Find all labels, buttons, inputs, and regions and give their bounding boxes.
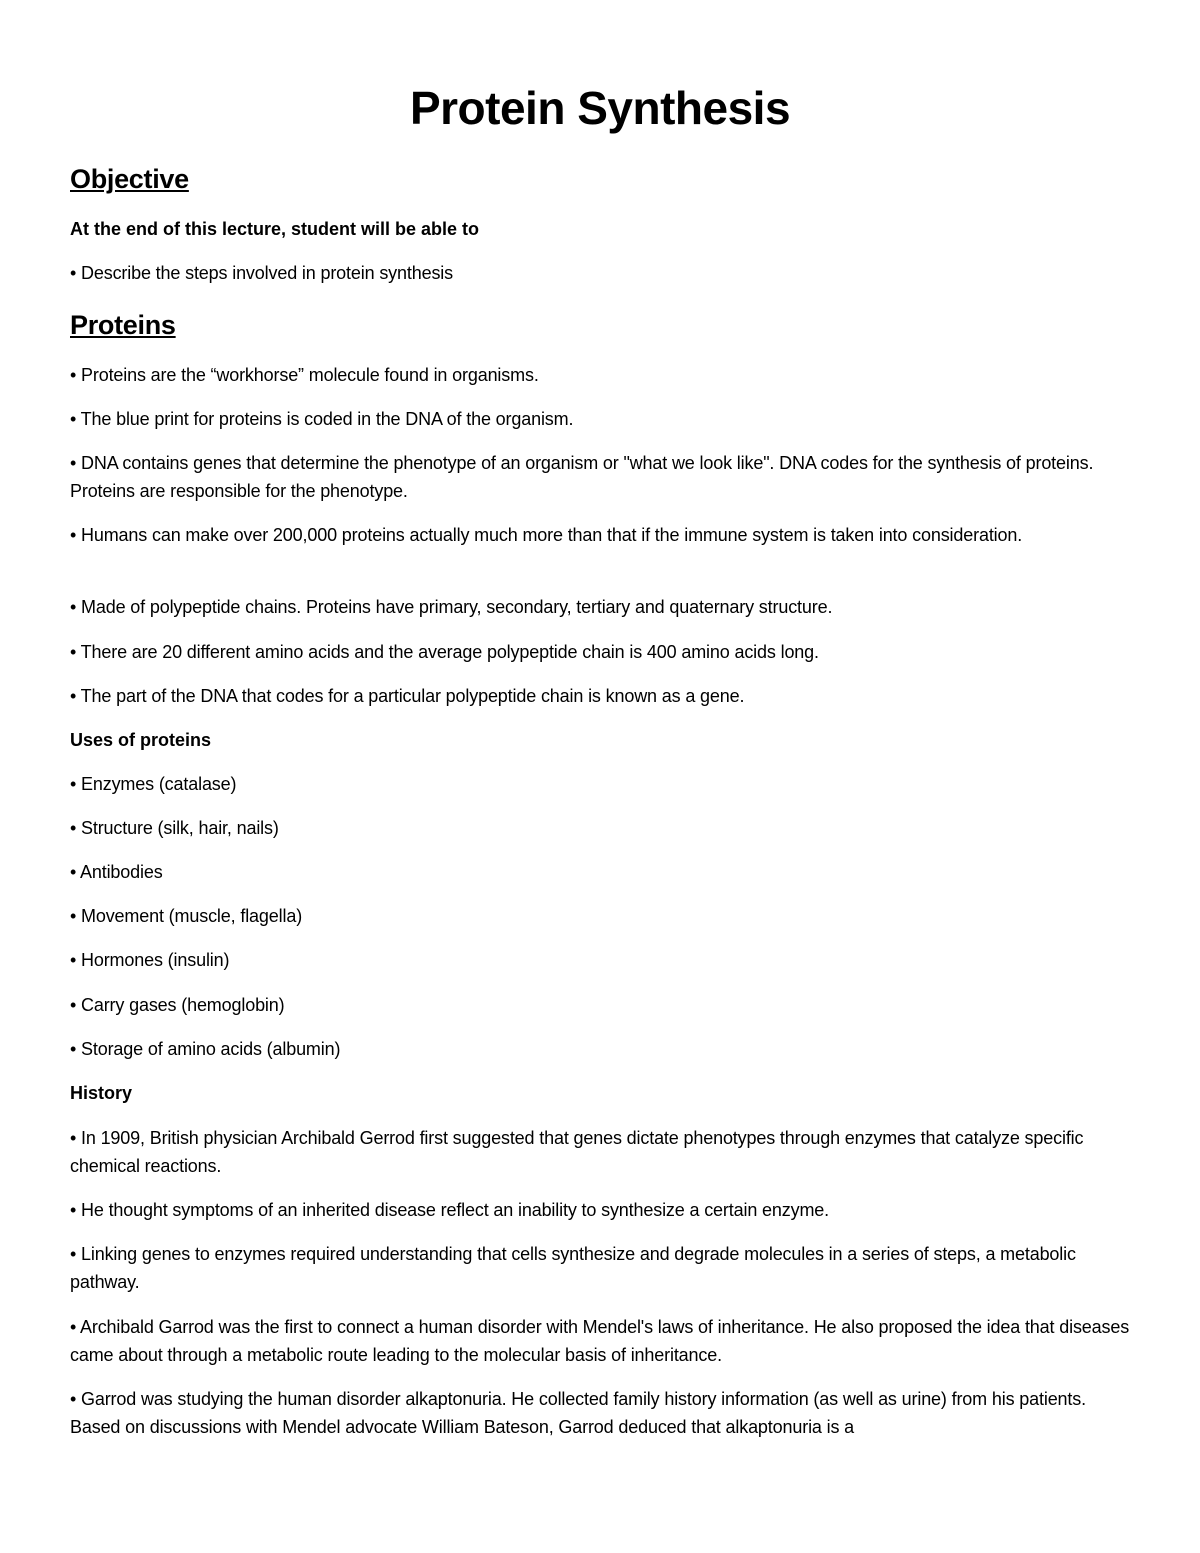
history-bullet: • Archibald Garrod was the first to connect a human disorder with Mendel's laws of inheritance. He also proposed the idea that diseases came about through a metabolic route leading to the molecular basis of inheritance. [70,1317,1130,1365]
proteins-bullet: • The blue print for proteins is coded in the DNA of the organism. [70,409,574,429]
proteins-bullet: • The part of the DNA that codes for a particular polypeptide chain is known as a gene. [70,686,745,706]
proteins-bullet: • Proteins are the “workhorse” molecule found in organisms. [70,365,539,385]
uses-bullet: • Antibodies [70,862,163,882]
history-bullet: • Garrod was studying the human disorder alkaptonuria. He collected family history information (as well as urine) from his patients. Based on discussions with Mendel advocate William Bateson, Garrod deduced that alkaptonuria is a [70,1389,1086,1437]
objective-intro: At the end of this lecture, student will be able to [70,219,480,239]
proteins-bullet: • DNA contains genes that determine the phenotype of an organism or "what we look like". DNA codes for the synthesis of proteins. Proteins are responsible for the phenotype. [70,453,1094,501]
uses-bullet: • Hormones (insulin) [70,950,230,970]
uses-bullet: • Enzymes (catalase) [70,774,237,794]
history-heading: History [70,1083,133,1103]
uses-bullet: • Movement (muscle, flagella) [70,906,303,926]
document-title: Protein Synthesis [409,82,791,134]
uses-bullet: • Storage of amino acids (albumin) [70,1039,341,1059]
proteins-heading: Proteins [70,310,176,340]
uses-bullet: • Structure (silk, hair, nails) [70,818,279,838]
history-bullet: • In 1909, British physician Archibald Gerrod first suggested that genes dictate phenotypes through enzymes that catalyze specific chemical reactions. [70,1128,1084,1176]
uses-bullet: • Carry gases (hemoglobin) [70,995,285,1015]
proteins-bullet: • There are 20 different amino acids and the average polypeptide chain is 400 amino acids long. [70,642,819,662]
proteins-bullet: • Humans can make over 200,000 proteins actually much more than that if the immune system is taken into consideration. [70,525,1023,545]
objective-heading: Objective [70,164,189,194]
history-bullet: • He thought symptoms of an inherited disease reflect an inability to synthesize a certain enzyme. [70,1200,830,1220]
objective-bullet: • Describe the steps involved in protein synthesis [70,263,453,283]
uses-heading: Uses of proteins [70,730,212,750]
history-bullet: • Linking genes to enzymes required understanding that cells synthesize and degrade molecules in a series of steps, a metabolic pathway. [70,1244,1076,1292]
proteins-bullet: • Made of polypeptide chains. Proteins have primary, secondary, tertiary and quaternary structure. [70,597,833,617]
